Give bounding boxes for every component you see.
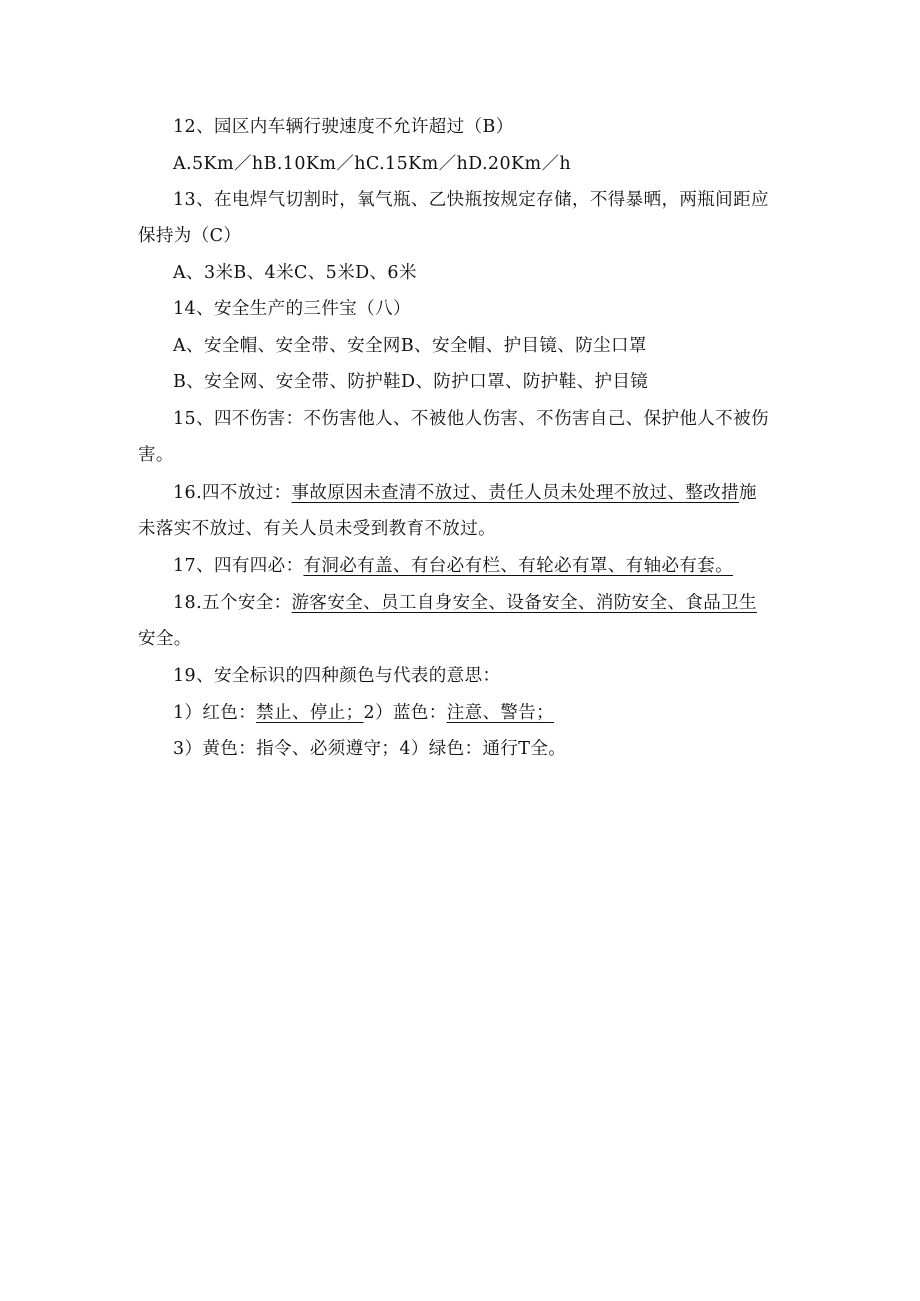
q16-label: 16.四不放过：	[173, 483, 292, 503]
q16-line2: 未落实不放过、有关人员未受到教育不放过。	[138, 519, 496, 539]
q19-question: 19、安全标识的四种颜色与代表的意思：	[173, 666, 501, 686]
q19-item2-label: 2）蓝色：	[363, 703, 447, 723]
q17-line	[173, 555, 733, 577]
q16-line1	[173, 482, 757, 504]
q17-label: 17、四有四必：	[173, 556, 304, 576]
q14-options-line2: B、安全网、安全带、防护鞋D、防护口罩、防护鞋、护目镜	[173, 372, 649, 392]
q14-options-line1: A、安全帽、安全带、安全网B、安全帽、护目镜、防尘口罩	[173, 336, 647, 356]
q15-line1: 15、四不伤害：不伤害他人、不被他人伤害、不伤害自己、保护他人不被伤	[173, 409, 769, 429]
q18-line1	[173, 592, 757, 614]
q14-question: 14、安全生产的三件宝（八）	[173, 299, 411, 319]
q19-colors-line1	[173, 702, 554, 724]
q16-answer-underlined: 事故原因未查清不放过、责任人员未处理不放过、整改措	[291, 483, 740, 503]
q12-question: 12、园区内车辆行驶速度不允许超过（B）	[173, 117, 514, 137]
q18-label: 18.五个安全：	[173, 593, 292, 613]
q17-answer: 有洞必有盖、有台必有栏、有轮必有罩、有轴必有套。	[303, 556, 734, 576]
q18-answer-underlined: 游客安全、员工自身安全、设备安全、消防安全、食品卫生	[291, 593, 757, 613]
q15-line2: 害。	[138, 445, 174, 465]
q13-question-line2: 保持为（C）	[138, 226, 242, 246]
q18-line2: 安全。	[138, 629, 192, 649]
q16-answer-tail: 施	[739, 483, 757, 503]
q19-item1-label: 1）红色：	[173, 703, 257, 723]
q13-options: A、3米B、4米C、5米D、6米	[173, 263, 417, 283]
q13-question-line1: 13、在电焊气切割时，氧气瓶、乙快瓶按规定存储，不得暴晒，两瓶间距应	[173, 190, 769, 210]
q19-item2-value: 注意、警告；	[446, 703, 555, 723]
q12-options: A.5Km／hB.10Km／hC.15Km／hD.20Km／h	[173, 154, 572, 174]
q19-colors-line2: 3）黄色：指令、必须遵守；4）绿色：通行T全。	[173, 739, 567, 759]
q19-item1-value: 禁止、停止；	[256, 703, 364, 723]
